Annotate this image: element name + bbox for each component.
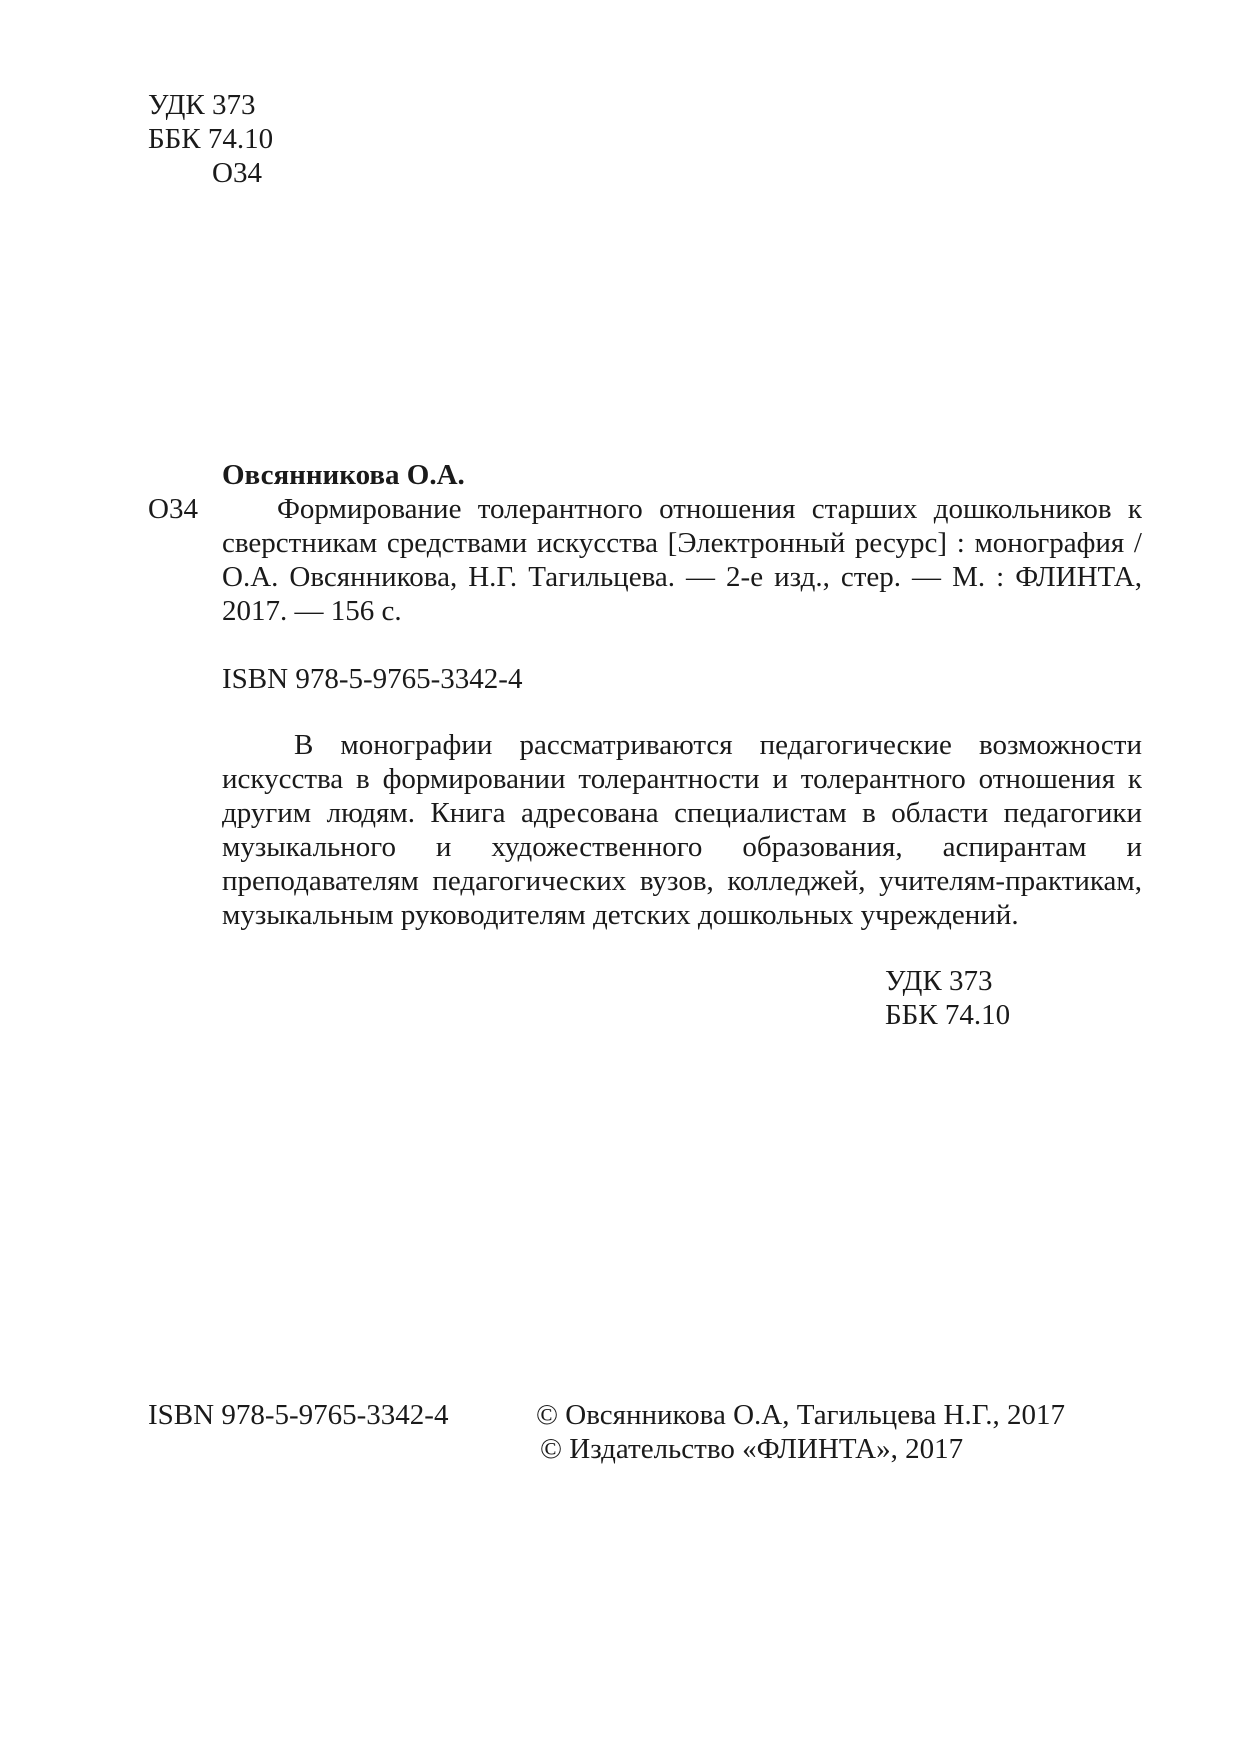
udk-top: УДК 373 xyxy=(148,89,256,121)
copyright-publisher: © Издательство «ФЛИНТА», 2017 xyxy=(540,1433,964,1465)
bbk-record: ББК 74.10 xyxy=(885,999,1011,1031)
isbn-record: ISBN 978-5-9765-3342-4 xyxy=(222,663,523,695)
author-name: Овсянникова О.А. xyxy=(222,459,465,491)
udk-record: УДК 373 xyxy=(885,965,993,997)
author-code-top: О34 xyxy=(212,157,262,189)
bibliographic-description: Формирование толерантного отношения старших дошкольников к сверстникам средствами искусства [Электронный ресурс] : монография / О.А. Овсянникова, Н.Г. Тагильцева. — 2-е изд., стер. — М. : ФЛИНТА, 2017. — 156 с. xyxy=(222,493,1142,627)
copyright-authors: © Овсянникова О.А, Тагильцева Н.Г., 2017 xyxy=(536,1399,1065,1431)
abstract: В монографии рассматриваются педагогические возможности искусства в формировании толерантности и толерантного отношения к другим людям. Книга адресована специалистам в области педагогики музыкального и художественного образования, аспирантам и преподавателям педагогических вузов, колледжей, учителям-практикам, музыкальным руководителям детских дошкольных учреждений. xyxy=(222,729,1142,931)
isbn-bottom: ISBN 978-5-9765-3342-4 xyxy=(148,1399,449,1431)
bbk-top: ББК 74.10 xyxy=(148,123,274,155)
author-code: О34 xyxy=(148,493,198,525)
